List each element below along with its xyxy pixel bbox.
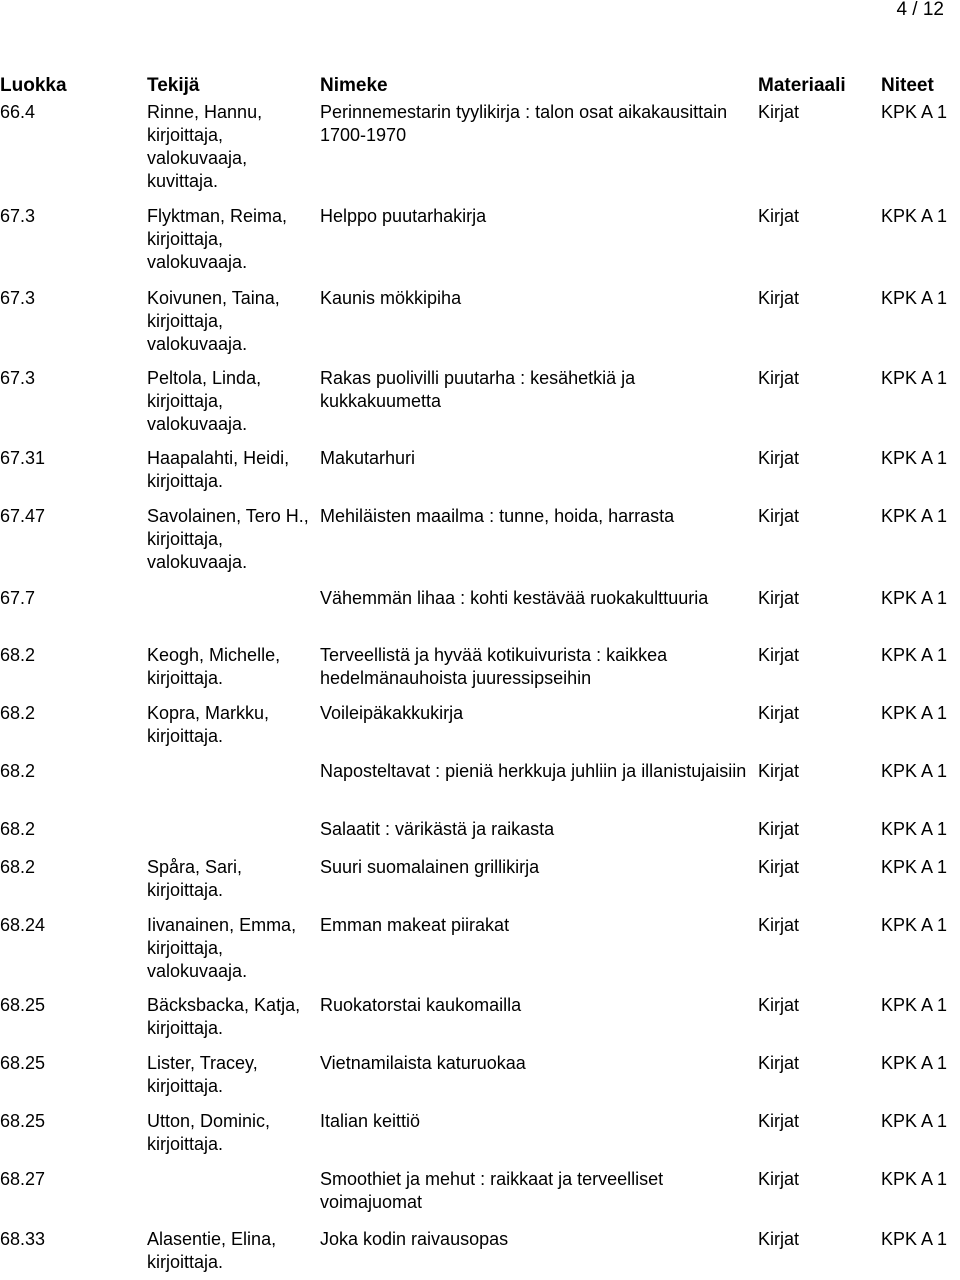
cell-nimeke: Perinnemestarin tyylikirja : talon osat aikakausittain 1700-1970	[320, 102, 728, 145]
cell-niteet: KPK A 1	[881, 819, 948, 839]
cell-tekija: Bäcksbacka, Katja, kirjoittaja.	[147, 995, 301, 1038]
cell-nimeke: Italian keittiö	[320, 1111, 421, 1131]
cell-nimeke: Vietnamilaista katuruokaa	[320, 1053, 526, 1073]
table-row	[0, 205, 960, 287]
cell-nimeke: Emman makeat piirakat	[320, 915, 510, 935]
cell-luokka: 67.3	[0, 368, 36, 388]
cell-materiaali: Kirjat	[758, 102, 800, 122]
cell-materiaali: Kirjat	[758, 206, 800, 226]
table-row	[0, 1052, 960, 1110]
cell-materiaali: Kirjat	[758, 506, 800, 526]
cell-materiaali: Kirjat	[758, 1169, 800, 1189]
cell-niteet: KPK A 1	[881, 1169, 948, 1189]
cell-nimeke: Naposteltavat : pieniä herkkuja juhliin ja illanistujaisiin	[320, 761, 747, 781]
cell-luokka: 66.4	[0, 102, 36, 122]
cell-materiaali: Kirjat	[758, 857, 800, 877]
cell-niteet: KPK A 1	[881, 1229, 948, 1249]
header-niteet: Niteet	[881, 75, 934, 96]
cell-niteet: KPK A 1	[881, 102, 948, 122]
table-row	[0, 914, 960, 994]
cell-niteet: KPK A 1	[881, 995, 948, 1015]
header-materiaali: Materiaali	[758, 75, 846, 96]
cell-luokka: 68.27	[0, 1169, 46, 1189]
table-row	[0, 760, 960, 818]
cell-niteet: KPK A 1	[881, 588, 948, 608]
cell-tekija: Lister, Tracey, kirjoittaja.	[147, 1053, 258, 1096]
header-nimeke: Nimeke	[320, 75, 388, 96]
cell-materiaali: Kirjat	[758, 1229, 800, 1249]
table-row	[0, 447, 960, 505]
cell-niteet: KPK A 1	[881, 645, 948, 665]
cell-materiaali: Kirjat	[758, 995, 800, 1015]
table-row	[0, 644, 960, 702]
table-row	[0, 856, 960, 914]
cell-luokka: 68.2	[0, 819, 36, 839]
cell-nimeke: Salaatit : värikästä ja raikasta	[320, 819, 555, 839]
cell-nimeke: Smoothiet ja mehut : raikkaat ja terveelliset voimajuomat	[320, 1169, 664, 1212]
cell-nimeke: Terveellistä ja hyvää kotikuivurista : kaikkea hedelmänauhoista juuressipseihin	[320, 645, 668, 688]
cell-tekija: Koivunen, Taina, kirjoittaja, valokuvaaja.	[147, 288, 280, 354]
cell-niteet: KPK A 1	[881, 368, 948, 388]
cell-nimeke: Suuri suomalainen grillikirja	[320, 857, 540, 877]
cell-materiaali: Kirjat	[758, 588, 800, 608]
cell-materiaali: Kirjat	[758, 368, 800, 388]
cell-materiaali: Kirjat	[758, 645, 800, 665]
cell-nimeke: Rakas puolivilli puutarha : kesähetkiä ja kukkakuumetta	[320, 368, 636, 411]
cell-materiaali: Kirjat	[758, 761, 800, 781]
cell-tekija: Haapalahti, Heidi, kirjoittaja.	[147, 448, 290, 491]
table-row	[0, 994, 960, 1052]
table-row	[0, 1228, 960, 1274]
cell-niteet: KPK A 1	[881, 761, 948, 781]
cell-niteet: KPK A 1	[881, 1111, 948, 1131]
cell-niteet: KPK A 1	[881, 206, 948, 226]
cell-luokka: 68.33	[0, 1229, 46, 1249]
cell-materiaali: Kirjat	[758, 448, 800, 468]
cell-materiaali: Kirjat	[758, 915, 800, 935]
cell-niteet: KPK A 1	[881, 448, 948, 468]
cell-nimeke: Joka kodin raivausopas	[320, 1229, 509, 1249]
cell-niteet: KPK A 1	[881, 506, 948, 526]
page-number: 4 / 12	[896, 0, 944, 20]
cell-nimeke: Kaunis mökkipiha	[320, 288, 462, 308]
table-header	[0, 74, 960, 98]
cell-luokka: 68.2	[0, 857, 36, 877]
header-luokka: Luokka	[0, 75, 67, 96]
table-row	[0, 505, 960, 587]
cell-tekija: Rinne, Hannu, kirjoittaja, valokuvaaja, kuvittaja.	[147, 102, 263, 191]
cell-materiaali: Kirjat	[758, 703, 800, 723]
header-tekija: Tekijä	[147, 75, 200, 96]
cell-materiaali: Kirjat	[758, 819, 800, 839]
table-row	[0, 587, 960, 644]
cell-tekija: Peltola, Linda, kirjoittaja, valokuvaaja.	[147, 368, 262, 434]
cell-nimeke: Ruokatorstai kaukomailla	[320, 995, 522, 1015]
table-row	[0, 367, 960, 447]
cell-nimeke: Vähemmän lihaa : kohti kestävää ruokakulttuuria	[320, 588, 709, 608]
cell-niteet: KPK A 1	[881, 915, 948, 935]
cell-luokka: 68.25	[0, 1053, 46, 1073]
cell-materiaali: Kirjat	[758, 1111, 800, 1131]
cell-luokka: 67.47	[0, 506, 46, 526]
cell-luokka: 68.24	[0, 915, 46, 935]
cell-tekija: Spåra, Sari, kirjoittaja.	[147, 857, 243, 900]
table-body	[0, 101, 960, 1274]
table-row	[0, 702, 960, 760]
cell-tekija: Savolainen, Tero H., kirjoittaja, valokuvaaja.	[147, 506, 309, 572]
table-row	[0, 1168, 960, 1228]
cell-tekija: Kopra, Markku, kirjoittaja.	[147, 703, 270, 746]
cell-tekija: Alasentie, Elina, kirjoittaja.	[147, 1229, 277, 1272]
table-row	[0, 818, 960, 856]
cell-tekija: Flyktman, Reima, kirjoittaja, valokuvaaja.	[147, 206, 288, 272]
table-row	[0, 101, 960, 205]
table-row	[0, 287, 960, 367]
cell-niteet: KPK A 1	[881, 703, 948, 723]
cell-luokka: 68.2	[0, 761, 36, 781]
cell-luokka: 68.2	[0, 645, 36, 665]
cell-luokka: 68.25	[0, 995, 46, 1015]
cell-nimeke: Voileipäkakkukirja	[320, 703, 464, 723]
cell-niteet: KPK A 1	[881, 857, 948, 877]
cell-tekija: Iivanainen, Emma, kirjoittaja, valokuvaaja.	[147, 915, 297, 981]
cell-niteet: KPK A 1	[881, 1053, 948, 1073]
cell-luokka: 67.7	[0, 588, 36, 608]
cell-nimeke: Mehiläisten maailma : tunne, hoida, harrasta	[320, 506, 675, 526]
cell-nimeke: Helppo puutarhakirja	[320, 206, 487, 226]
cell-niteet: KPK A 1	[881, 288, 948, 308]
cell-luokka: 67.31	[0, 448, 46, 468]
cell-luokka: 67.3	[0, 288, 36, 308]
table-row	[0, 1110, 960, 1168]
cell-tekija: Utton, Dominic, kirjoittaja.	[147, 1111, 271, 1154]
cell-luokka: 68.25	[0, 1111, 46, 1131]
cell-materiaali: Kirjat	[758, 1053, 800, 1073]
cell-tekija: Keogh, Michelle, kirjoittaja.	[147, 645, 281, 688]
cell-materiaali: Kirjat	[758, 288, 800, 308]
cell-luokka: 68.2	[0, 703, 36, 723]
cell-nimeke: Makutarhuri	[320, 448, 416, 468]
cell-luokka: 67.3	[0, 206, 36, 226]
